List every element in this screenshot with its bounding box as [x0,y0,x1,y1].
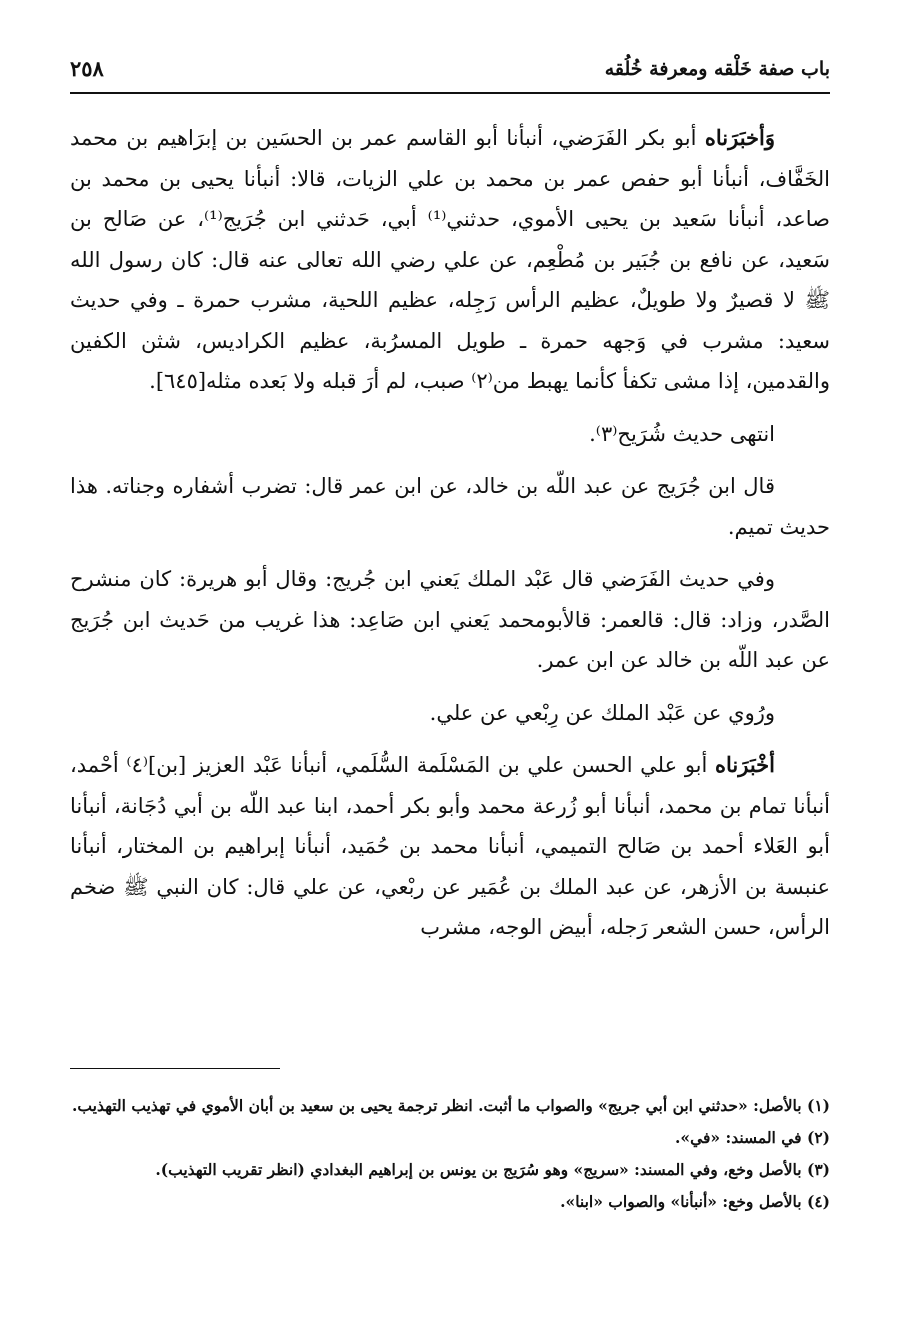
page-number: ٢٥٨ [70,56,104,81]
paragraph-text: انتهى حديث شُرَيح⁽٣⁾. [589,421,775,446]
footnote-4: (٤) بالأصل وخع: «أنبأنا» والصواب «ابنا». [560,1192,830,1211]
paragraph-6 [70,745,830,948]
paragraph-1 [70,118,830,402]
paragraph-3 [70,466,830,547]
header-divider [70,92,830,94]
paragraph-text: وفي حديث الفَرَضي قال عَبْد الملك يَعني ابن جُريج: وقال أبو هريرة: كان منشرح الصَّدر، وزاد: قال: قالعمر: قالأبومحمد يَعني ابن صَاعِد: هذا غريب من حَديث ابن جُرَيج عن عبد اللّه بن خالد عن ابن عمر. [70,567,830,672]
footnotes [70,1092,830,1220]
book-page [70,0,830,1336]
isnad-lead: أخْبَرَناه [715,752,776,777]
isnad-lead: وَأخبَرَناه [704,125,776,150]
chapter-title: باب صفة خَلْقه ومعرفة خُلُقه [604,58,830,80]
footnote-1: (١) بالأصل: «حدثني ابن أبي جريج» والصواب ما أثبت. انظر ترجمة يحيى بن سعيد بن أبان الأموي في تهذيب التهذيب. [72,1096,830,1115]
paragraph-2 [70,414,830,455]
paragraph-text: أبو علي الحسن علي بن المَسْلَمة السُّلَمي، أنبأنا عَبْد العزيز [بن]⁽٤⁾ أحْمد، أنبأنا تمام بن محمد، أنبأنا أبو زُرعة محمد وأبو بكر أحمد، ابنا عبد اللّه بن أبي دُجَانة، أنبأنا أبو العَلاء أحمد بن صَالح التميمي، أنبأنا محمد بن حُمَيد، أنبأنا إبراهيم بن المختار، أنبأنا عنبسة بن الأزهر، عن عبد الملك بن عُمَير عن ربْعي، عن علي قال: كان النبي ﷺ ضخم الرأس، حسن الشعر رَجله، أبيض الوجه، مشرب [70,753,830,939]
footnote-3: (٣) بالأصل وخع، وفي المسند: «سريج» وهو سُرَيج بن يونس بن إبراهيم البغدادي (انظر تقريب التهذيب). [155,1160,830,1179]
footnote-2: (٢) في المسند: «في». [675,1128,830,1147]
paragraph-4 [70,559,830,681]
page-header [70,52,830,92]
paragraph-text: ورُوي عن عَبْد الملك عن رِبْعي عن علي. [429,700,775,725]
paragraph-text: قال ابن جُرَيج عن عبد اللّه بن خالد، عن ابن عمر قال: تضرب أشفاره وجناته. هذا حديث تميم. [70,474,830,539]
paragraph-5 [70,693,830,734]
main-text [70,118,830,948]
paragraph-text: أبو بكر الفَرَضي، أنبأنا أبو القاسم عمر بن الحسَين بن إبرَاهيم بن محمد الخَفَّاف، أنبأنا أبو حفص عمر بن محمد بن علي الزيات، قالا: أنبأنا يحيى بن محمد بن صاعد، أنبأنا سَعيد بن يحيى الأموي، حدثني⁽¹⁾ أبي، حَدثني ابن جُرَيج⁽¹⁾، عن صَالح بن سَعيد، عن نافع بن جُبَير بن مُطْعِم، عن علي رضي الله تعالى عنه قال: كان رسول الله ﷺ لا قصيرٌ ولا طويلٌ، عظيم الرأس رَجِله، عظيم اللحية، مشرب حمرة ـ وفي حديث سعيد: مشرب في وَجهه حمرة ـ طويل المسرُبة، عظيم الكراديس، شثن الكفين والقدمين، إذا مشى تكفأ كأنما يهبط من⁽٢⁾ صبب، لم أرَ قبله ولا بَعده مثله[٦٤٥]. [70,126,830,393]
footnote-divider [70,1068,280,1069]
